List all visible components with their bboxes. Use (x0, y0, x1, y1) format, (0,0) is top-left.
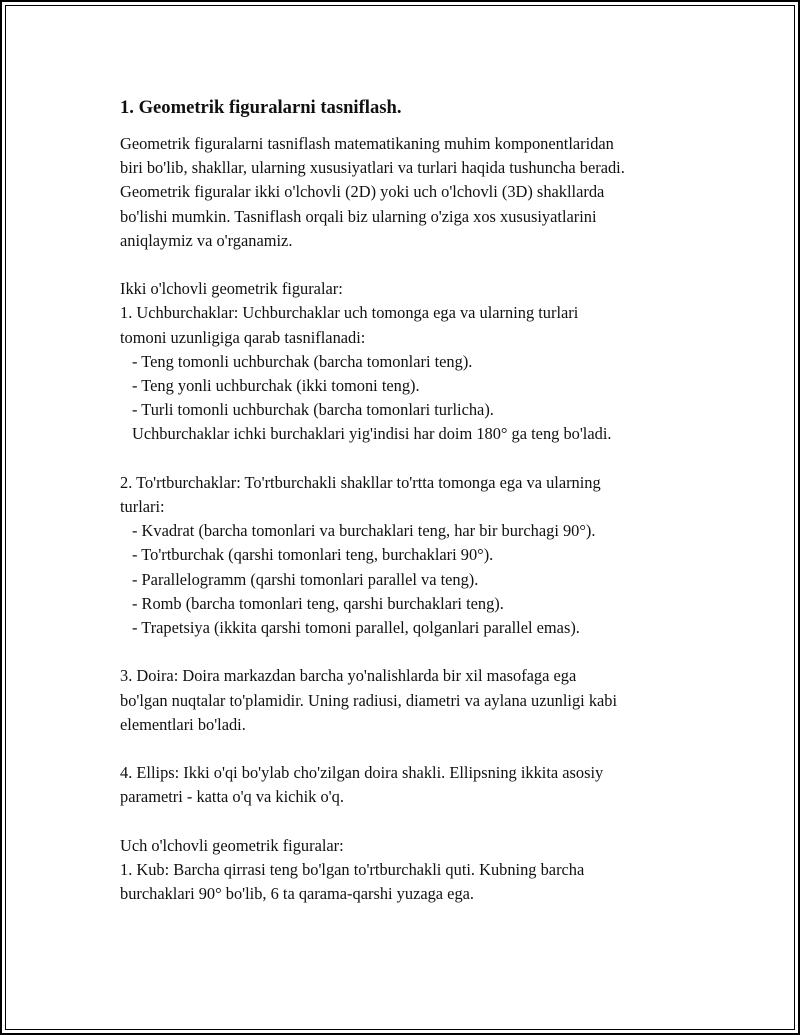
triangles-line: tomoni uzunligiga qarab tasniflanadi: (120, 327, 366, 347)
circle-line: elementlari bo'ladi. (120, 714, 246, 734)
paragraph-gap (120, 810, 710, 834)
intro-line: Geometrik figuralarni tasniflash matematikaning muhim komponentlaridan (120, 134, 614, 153)
intro-line: biri bo'lib, shakllar, ularning xususiyatlari va turlari haqida tushuncha beradi. (120, 158, 625, 178)
document-heading: 1. Geometrik figuralarni tasniflash. (120, 97, 402, 118)
intro-paragraph (120, 132, 710, 253)
document-body (120, 94, 710, 906)
ellipse-line: 4. Ellips: Ikki o'qi bo'ylab cho'zilgan doira shakli. Ellipsning ikkita asosiy (120, 763, 604, 783)
cube-line: 1. Kub: Barcha qirrasi teng bo'lgan to'rtburchakli quti. Kubning barcha (120, 860, 585, 880)
circle-line: 3. Doira: Doira markazdan barcha yo'nalishlarda bir xil masofaga ega (120, 666, 577, 686)
section-2d (120, 277, 710, 446)
intro-line: Geometrik figuralar ikki o'lchovli (2D) yoki uch o'lchovli (3D) shakllarda (120, 182, 605, 202)
paragraph-gap (120, 447, 710, 471)
ellipse-section (120, 761, 710, 809)
intro-line: aniqlaymiz va o'rganamiz. (120, 230, 293, 250)
paragraph-gap (120, 737, 710, 761)
section-2d-title: Ikki o'lchovli geometrik figuralar: (120, 279, 343, 299)
intro-line: bo'lishi mumkin. Tasniflash orqali biz ularning o'ziga xos xususiyatlarini (120, 206, 597, 226)
quadrilaterals-line: turlari: (120, 497, 165, 517)
quadrilaterals-item: - Kvadrat (barcha tomonlari va burchaklari teng, har bir burchagi 90°). (132, 521, 596, 541)
cube-line: burchaklari 90° bo'lib, 6 ta qarama-qarshi yuzaga ega. (120, 884, 475, 904)
triangles-line: 1. Uchburchaklar: Uchburchaklar uch tomonga ega va ularning turlari (120, 303, 579, 323)
triangles-item: - Teng tomonli uchburchak (barcha tomonlari teng). (132, 351, 473, 371)
triangles-item: - Teng yonli uchburchak (ikki tomoni teng). (132, 376, 420, 396)
circle-section (120, 664, 710, 737)
quadrilaterals-item: - Trapetsiya (ikkita qarshi tomoni parallel, qolganlari parallel emas). (132, 618, 580, 638)
quadrilaterals-item: - To'rtburchak (qarshi tomonlari teng, burchaklari 90°). (132, 545, 494, 565)
triangles-item: - Turli tomonli uchburchak (barcha tomonlari turlicha). (132, 400, 494, 420)
circle-line: bo'lgan nuqtalar to'plamidir. Uning radiusi, diametri va aylana uzunligi kabi (120, 690, 618, 710)
ellipse-line: parametri - katta o'q va kichik o'q. (120, 787, 344, 807)
quadrilaterals-section (120, 471, 710, 640)
quadrilaterals-item: - Parallelogramm (qarshi tomonlari parallel va teng). (132, 569, 479, 589)
paragraph-gap (120, 640, 710, 664)
section-3d-title: Uch o'lchovli geometrik figuralar: (120, 835, 344, 855)
paragraph-gap (120, 253, 710, 277)
section-3d (120, 834, 710, 907)
triangles-note: Uchburchaklar ichki burchaklari yig'indisi har doim 180° ga teng bo'ladi. (132, 424, 612, 444)
quadrilaterals-line: 2. To'rtburchaklar: To'rtburchakli shakllar to'rtta tomonga ega va ularning (120, 472, 601, 492)
quadrilaterals-item: - Romb (barcha tomonlari teng, qarshi burchaklari teng). (132, 593, 504, 613)
